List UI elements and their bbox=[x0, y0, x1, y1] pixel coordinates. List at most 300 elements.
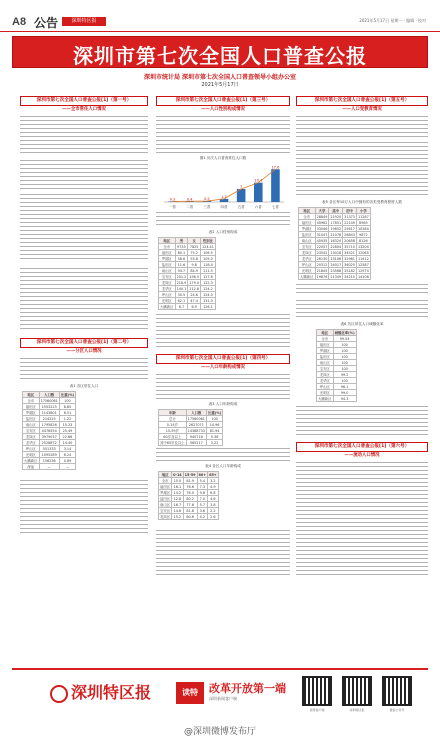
table-cell: 75.2 bbox=[188, 250, 201, 256]
table-cell: 大学 bbox=[315, 208, 329, 214]
newspaper-logo bbox=[50, 680, 170, 706]
table-cell: 127.8 bbox=[201, 274, 216, 280]
table-cell: 龙岗区 bbox=[317, 372, 334, 378]
table-cell: 21845 bbox=[316, 268, 328, 273]
table-cell: 80.6 bbox=[183, 514, 197, 520]
table-cell: 99.54 bbox=[333, 336, 356, 342]
table-cell: 76.0 bbox=[183, 490, 197, 496]
table-cell: 男 bbox=[175, 238, 188, 244]
table-header-row bbox=[159, 410, 223, 416]
table-cell: 年龄 bbox=[159, 410, 187, 416]
table-cell: 15-59 bbox=[184, 472, 196, 477]
table-cell: 100 bbox=[333, 360, 356, 366]
table-cell: 1143801 bbox=[39, 410, 59, 416]
table-cell: 光明区 bbox=[159, 298, 176, 304]
issuer-line: 深圳市统计局 深圳市第七次全国人口普查领导小组办公室 bbox=[143, 74, 297, 81]
table-cell: 126.1 bbox=[201, 304, 216, 310]
logo-text: 深圳特区报 bbox=[71, 683, 152, 702]
table-cell: 112.8 bbox=[189, 286, 199, 291]
data-label: 0.4 bbox=[186, 197, 193, 202]
table-cell: 龙华区 bbox=[159, 286, 176, 292]
table-cell: 62.1 bbox=[175, 298, 188, 304]
table-cell: 1.22 bbox=[59, 416, 75, 422]
table-cell: 81.9 bbox=[183, 478, 197, 484]
body-text bbox=[20, 358, 148, 380]
table-cell: 22057 bbox=[316, 244, 328, 249]
bulletin-3-subtitle: ——人口性别构成情况 bbox=[201, 107, 245, 112]
table-cell: 14.96 bbox=[206, 422, 222, 428]
table-cell: 光明区 bbox=[23, 452, 40, 458]
table-cell: 34215 bbox=[344, 274, 355, 279]
qr-caption: 微信公众号 bbox=[389, 708, 405, 712]
table-cell: 人口数 bbox=[39, 392, 59, 398]
table-cell: 南山区 bbox=[160, 503, 171, 507]
table-cell: 高中 bbox=[329, 208, 343, 214]
column-2 bbox=[156, 96, 290, 636]
table-cell: 14388733 bbox=[187, 428, 205, 433]
table-cell: 地区 bbox=[159, 472, 172, 478]
title-banner bbox=[12, 36, 428, 68]
page-header bbox=[0, 0, 440, 40]
qr-caption: 读特客户端 bbox=[309, 708, 325, 712]
table-cell: 35182 bbox=[344, 268, 355, 273]
table-cell: 22149 bbox=[344, 220, 355, 225]
table-cell: 100 bbox=[333, 366, 356, 372]
table-cell: 女 bbox=[188, 238, 201, 244]
table-cell: 23106 bbox=[330, 256, 342, 261]
table-cell: 10284 bbox=[357, 226, 369, 231]
table-cell: 南山区 bbox=[299, 238, 316, 244]
table-cell: 33046 bbox=[316, 226, 328, 231]
table-cell: 大鹏新区 bbox=[318, 397, 332, 401]
table-cell: 坪山区 bbox=[159, 292, 176, 298]
table-cell: 宝安区 bbox=[299, 244, 316, 250]
table-cell: 宝安区 bbox=[317, 366, 334, 372]
body-text bbox=[156, 212, 290, 228]
table-cell: 0-14岁 bbox=[159, 422, 187, 428]
table-cell: 23568 bbox=[330, 268, 342, 273]
table-cell: 6.8 bbox=[208, 490, 219, 496]
table-cell: 11287 bbox=[357, 214, 369, 219]
table-cell: 4.9 bbox=[208, 484, 219, 490]
table-cell: 人口数 bbox=[186, 410, 206, 416]
table-cell: 214225 bbox=[39, 416, 59, 422]
education-table bbox=[298, 207, 371, 280]
table-cell: 7825 bbox=[188, 244, 201, 250]
table-cell: 16324 bbox=[330, 238, 342, 243]
table-cell: 21920 bbox=[330, 214, 342, 219]
table-cell: 12.8 bbox=[173, 496, 182, 501]
table-cell: 盐田区 bbox=[317, 354, 334, 360]
table-cell: 81.94 bbox=[206, 428, 222, 434]
table-caption: 表1 各区常住人口 bbox=[69, 384, 99, 388]
table-cell: 罗湖区 bbox=[317, 348, 334, 354]
body-text bbox=[296, 406, 428, 436]
table-cell: 初中 bbox=[343, 208, 357, 214]
table-cell: 0.89 bbox=[59, 458, 75, 464]
table-cell: 19852 bbox=[330, 226, 342, 231]
bulletin-5-subtitle: ——人口受教育情况 bbox=[342, 107, 382, 112]
table-cell: 12065 bbox=[357, 250, 369, 255]
table-cell: 其中65岁及以上 bbox=[160, 441, 185, 445]
table-cell: 26130 bbox=[316, 256, 328, 261]
table-cell: 99.0 bbox=[333, 390, 356, 396]
slogan-sub: 深圳新闻客户端 bbox=[209, 696, 237, 701]
table-cell: 105.0 bbox=[201, 256, 216, 262]
body-text bbox=[296, 300, 428, 320]
data-label: 0.5 bbox=[204, 197, 210, 202]
table-cell: 3.22 bbox=[206, 440, 222, 446]
table-cell: 14.40 bbox=[59, 440, 75, 446]
table-cell: 光明区 bbox=[317, 390, 334, 396]
table-row bbox=[159, 304, 216, 310]
table-cell: 龙岗区 bbox=[23, 434, 40, 440]
table-cell: 6.51 bbox=[59, 410, 75, 416]
table-cell: 大鹏新区 bbox=[24, 459, 38, 463]
table-cell: 性别比 bbox=[201, 238, 216, 244]
reader-app-badge: 读特 bbox=[176, 682, 204, 704]
table-cell: 大鹏新区 bbox=[300, 275, 314, 279]
table-cell: 156236 bbox=[39, 458, 59, 464]
qr-caption: 深圳特区报 bbox=[349, 708, 365, 712]
table-row bbox=[317, 396, 357, 402]
table-cell: 76.6 bbox=[183, 484, 197, 490]
footer-ad bbox=[12, 668, 428, 722]
table-cell: 122.3 bbox=[201, 280, 216, 286]
population-bar-chart bbox=[156, 162, 290, 210]
table-row bbox=[23, 464, 76, 470]
seal-icon bbox=[50, 685, 68, 703]
table-cell: 21349 bbox=[330, 274, 342, 279]
table-cell: 17560061 bbox=[187, 416, 205, 421]
data-label: 17.6 bbox=[271, 165, 280, 170]
table-cell: 17560061 bbox=[40, 398, 58, 403]
table-cell: 罗湖区 bbox=[23, 410, 40, 416]
table-cell: 65+ bbox=[209, 472, 217, 477]
table-cell: 100 bbox=[333, 342, 356, 348]
table-cell: 7.3 bbox=[197, 484, 208, 490]
table-cell: 盐田区 bbox=[159, 262, 176, 268]
table-cell: 15.0 bbox=[173, 478, 182, 483]
bulletin-4-heading: 深圳市第七次全国人口普查公报[1]（第四号） bbox=[156, 354, 290, 364]
table-cell: 17851 bbox=[330, 220, 342, 225]
table-cell: 龙岗区 bbox=[160, 515, 171, 519]
body-text bbox=[156, 314, 290, 350]
table-cell: 218.9 bbox=[176, 280, 187, 285]
table-cell: 31047 bbox=[316, 232, 328, 237]
table-cell: 3.14 bbox=[59, 446, 75, 452]
brand-tag: 深圳特区报 bbox=[62, 17, 106, 26]
table-cell: 地区 bbox=[159, 238, 176, 244]
table-cell: 比重(%) bbox=[60, 393, 75, 397]
table-header-row bbox=[299, 208, 371, 214]
chart-title: 图1 历次人口普查常住人口数 bbox=[199, 156, 247, 160]
table-cell: 总计 bbox=[159, 416, 187, 422]
body-text bbox=[20, 194, 148, 262]
table-cell: 100 bbox=[333, 378, 356, 384]
table-cell: 23018 bbox=[330, 250, 342, 255]
table-cell: 光明区 bbox=[299, 268, 316, 274]
table-cell: 28849 bbox=[316, 214, 328, 219]
x-tick-label: 三普 bbox=[203, 205, 211, 209]
table-cell: 全市 bbox=[299, 214, 316, 220]
qr-code-icon[interactable] bbox=[382, 676, 412, 706]
section-name: 公告 bbox=[34, 16, 59, 30]
table-cell: 14108 bbox=[357, 274, 369, 279]
table-cell: 55.8 bbox=[188, 256, 201, 262]
bar bbox=[254, 183, 263, 202]
table-cell: 5.36 bbox=[206, 434, 222, 440]
data-label: 1.7 bbox=[221, 194, 227, 199]
body-text bbox=[156, 116, 290, 154]
body-text bbox=[156, 374, 290, 400]
table-row bbox=[159, 514, 219, 520]
table-row bbox=[299, 274, 371, 280]
table-cell: 81.8 bbox=[183, 508, 197, 514]
x-tick-label: 二普 bbox=[186, 205, 194, 209]
data-label: 7 bbox=[240, 184, 243, 189]
table-cell: 11412 bbox=[357, 256, 369, 261]
table-cell: 4.6 bbox=[208, 496, 219, 502]
table-cell: 251.2 bbox=[176, 274, 187, 279]
bulletin-2-heading: 深圳市第七次全国人口普查公报[1]（第二号） bbox=[20, 338, 148, 348]
issue-date: 2021年5月17日 bbox=[201, 82, 239, 88]
body-text bbox=[296, 142, 428, 198]
header-rule bbox=[0, 31, 440, 32]
table-cell: 77.6 bbox=[183, 502, 197, 508]
body-text bbox=[20, 116, 148, 156]
table-cell: 9.8 bbox=[188, 262, 201, 268]
table-cell: 1553225 bbox=[39, 404, 59, 410]
table-cell: 124.41 bbox=[202, 244, 214, 249]
table-cell: 地区 bbox=[299, 208, 316, 214]
table-cell: 12587 bbox=[357, 262, 369, 267]
table-cell: — bbox=[59, 464, 75, 470]
table-cell: 20658 bbox=[344, 238, 355, 243]
table-cell: 9.8 bbox=[197, 490, 208, 496]
table-caption: 表5 各区每10万人口中拥有的各类受教育程度人数 bbox=[322, 200, 402, 204]
table-cell: 罗湖区 bbox=[159, 256, 176, 262]
table-cell: 6.9 bbox=[188, 304, 201, 310]
bulletin-1-heading: 深圳市第七次全国人口普查公报[1]（第一号） bbox=[20, 96, 148, 106]
table-cell: 坪山区 bbox=[317, 384, 334, 390]
table-cell: 罗湖区 bbox=[160, 491, 171, 495]
table-cell: 全市 bbox=[159, 478, 172, 484]
table-cell: 大鹏新区 bbox=[160, 305, 174, 309]
bar bbox=[271, 169, 280, 202]
table-cell: 福田区 bbox=[317, 342, 334, 348]
table-cell: 福田区 bbox=[160, 485, 171, 489]
table-cell: 34521 bbox=[344, 250, 355, 255]
table-cell: 32981 bbox=[344, 256, 355, 261]
table-cell: 124.0 bbox=[201, 292, 216, 298]
table-caption: 表2 人口性别构成 bbox=[208, 230, 238, 234]
table-cell: 80.1 bbox=[175, 250, 188, 256]
table-cell: 龙岗区 bbox=[299, 250, 316, 256]
table-cell: 9872 bbox=[356, 232, 370, 238]
body-text bbox=[20, 160, 148, 190]
table-cell: 14.6 bbox=[173, 508, 182, 513]
table-cell: 8965 bbox=[356, 220, 370, 226]
table-cell: 龙岗区 bbox=[159, 280, 176, 286]
table-cell: 24.6 bbox=[188, 292, 201, 298]
table-caption: 表6 各区常住人口城镇化率 bbox=[340, 322, 384, 326]
table-cell: 118.4 bbox=[201, 262, 216, 268]
table-cell: 100 bbox=[59, 398, 75, 404]
table-cell: 13204 bbox=[357, 244, 369, 249]
table-cell: 140.1 bbox=[176, 286, 187, 291]
table-cell: 106.5 bbox=[201, 250, 216, 256]
body-text bbox=[156, 448, 290, 462]
table-cell: 16.1 bbox=[173, 484, 182, 489]
table-cell: 10.23 bbox=[59, 422, 75, 428]
qr-code-icon[interactable] bbox=[342, 676, 372, 706]
table-cell: 城镇化率(%) bbox=[334, 331, 355, 335]
qr-code-icon[interactable] bbox=[302, 676, 332, 706]
header-info: 2021年5月17日 星期一 · 编辑 · 校对 bbox=[359, 18, 426, 23]
table-cell: 8.85 bbox=[59, 404, 75, 410]
table-cell: 30.5 bbox=[175, 292, 188, 298]
table-cell: 98.1 bbox=[333, 384, 356, 390]
table-cell: 2.6 bbox=[208, 514, 219, 520]
table-cell: 100 bbox=[333, 348, 356, 354]
table-cell: 131.0 bbox=[201, 298, 216, 304]
body-text bbox=[20, 268, 148, 332]
column-1 bbox=[20, 96, 148, 636]
table-cell: 124.2 bbox=[201, 286, 216, 292]
table-cell: 罗湖区 bbox=[299, 226, 316, 232]
table-cell: 179.0 bbox=[189, 280, 199, 285]
table-cell: 福田区 bbox=[23, 404, 40, 410]
table-cell: 地区 bbox=[317, 330, 334, 336]
table-cell: 3.6 bbox=[197, 508, 208, 514]
table-cell: 25.49 bbox=[59, 428, 75, 434]
table-cell: 19876 bbox=[316, 274, 328, 279]
table-cell: 8.7 bbox=[175, 304, 188, 310]
district-age-table bbox=[158, 471, 219, 520]
table-cell: 99.2 bbox=[333, 372, 356, 378]
table-cell: 地区 bbox=[23, 392, 40, 398]
table-cell: 0-14 bbox=[173, 472, 182, 477]
table-cell: 565217 bbox=[186, 440, 206, 446]
table-cell: 45935 bbox=[316, 238, 328, 243]
body-text bbox=[296, 116, 428, 138]
table-cell: 100 bbox=[333, 354, 356, 360]
table-cell: 福田区 bbox=[159, 250, 176, 256]
table-cell: 100 bbox=[206, 416, 222, 422]
table-cell: 58.6 bbox=[175, 256, 188, 262]
table-cell: 比重(%) bbox=[207, 411, 222, 415]
district-population-table bbox=[22, 391, 76, 470]
table-cell: 宝安区 bbox=[23, 428, 40, 434]
table-cell: 14.2 bbox=[173, 490, 182, 495]
table-cell: 47.4 bbox=[188, 298, 201, 304]
data-label: 10.4 bbox=[254, 178, 263, 183]
x-tick-label: 一普 bbox=[169, 205, 177, 209]
table-cell: 福田区 bbox=[299, 220, 316, 226]
table-header-row bbox=[317, 330, 357, 336]
body-text bbox=[20, 480, 148, 536]
table-cell: 2528872 bbox=[39, 440, 59, 446]
table-cell: 80.2 bbox=[183, 496, 197, 502]
table-cell: 全市 bbox=[159, 244, 176, 250]
bulletin-2-subtitle: ——分区人口情况 bbox=[66, 349, 102, 354]
table-row bbox=[159, 440, 223, 446]
table-header-row bbox=[23, 392, 76, 398]
table-cell: 坪山区 bbox=[23, 446, 40, 452]
table-cell: 60岁及以上 bbox=[159, 434, 187, 440]
table-cell: 9735 bbox=[175, 244, 188, 250]
table-cell: 4476554 bbox=[39, 428, 59, 434]
table-cell: 6.24 bbox=[59, 452, 75, 458]
table-cell: 4.2 bbox=[197, 514, 208, 520]
table-cell: 15-59岁 bbox=[159, 428, 187, 434]
page-title: 深圳市第七次全国人口普查公报 bbox=[73, 44, 367, 68]
table-cell: 龙华区 bbox=[299, 256, 316, 262]
table-cell: 23542 bbox=[316, 250, 328, 255]
table-cell: 8126 bbox=[356, 238, 370, 244]
slogan: 改革开放第一端 bbox=[209, 682, 286, 695]
page-number: A8 bbox=[12, 16, 27, 28]
table-cell: 2627071 bbox=[186, 422, 206, 428]
table-cell: 龙华区 bbox=[317, 378, 334, 384]
table-cell: 南山区 bbox=[317, 360, 334, 366]
table-cell: 5.4 bbox=[197, 478, 208, 484]
table-cell: 551333 bbox=[39, 446, 59, 452]
table-cell: 22.66 bbox=[59, 434, 75, 440]
table-cell: 7.0 bbox=[197, 496, 208, 502]
table-cell: 31373 bbox=[344, 214, 355, 219]
table-cell: 深汕 bbox=[23, 464, 40, 470]
table-cell: 84.9 bbox=[188, 268, 201, 274]
bulletin-1-subtitle: ——全市常住人口情况 bbox=[62, 107, 106, 112]
table-cell: 全市 bbox=[23, 398, 40, 404]
table-cell: 龙华区 bbox=[23, 440, 40, 446]
table-cell: 1095289 bbox=[39, 452, 59, 458]
body-text bbox=[296, 462, 428, 578]
x-tick-label: 四普 bbox=[220, 205, 228, 209]
table-cell: 35710 bbox=[344, 244, 355, 249]
table-cell: 36025 bbox=[344, 262, 355, 267]
bulletin-6-subtitle: ——流动人口情况 bbox=[344, 453, 380, 458]
table-cell: 196.5 bbox=[189, 274, 199, 279]
table-cell: 宝安区 bbox=[159, 274, 176, 280]
table-cell: 全市 bbox=[317, 336, 334, 342]
watermark: @深圳微博发布厅 bbox=[183, 727, 256, 737]
table-cell: 26843 bbox=[344, 232, 355, 237]
body-text bbox=[156, 530, 290, 578]
x-tick-label: 六普 bbox=[254, 205, 262, 209]
bulletin-4-subtitle: ——人口年龄构成情况 bbox=[201, 365, 245, 370]
table-cell: 15.2 bbox=[173, 514, 182, 519]
table-cell: 3979037 bbox=[39, 434, 59, 440]
table-cell: 25617 bbox=[344, 226, 355, 231]
table-cell: 坪山区 bbox=[299, 262, 316, 268]
urbanization-table bbox=[316, 329, 357, 402]
table-cell: 94.7 bbox=[175, 268, 188, 274]
table-cell: 111.5 bbox=[201, 268, 216, 274]
table-cell: 盐田区 bbox=[160, 497, 171, 501]
table-cell: 南山区 bbox=[159, 268, 176, 274]
bulletin-6-heading: 深圳市第七次全国人口普查公报[1]（第六号） bbox=[296, 442, 428, 452]
table-cell: 小学 bbox=[356, 208, 370, 214]
table-cell: 94.3 bbox=[333, 396, 356, 402]
table-cell: 盐田区 bbox=[299, 232, 316, 238]
table-cell: 3.2 bbox=[208, 478, 219, 484]
table-cell: 盐田区 bbox=[23, 416, 40, 422]
table-cell: 1795826 bbox=[39, 422, 59, 428]
table-cell: 5.7 bbox=[197, 502, 208, 508]
